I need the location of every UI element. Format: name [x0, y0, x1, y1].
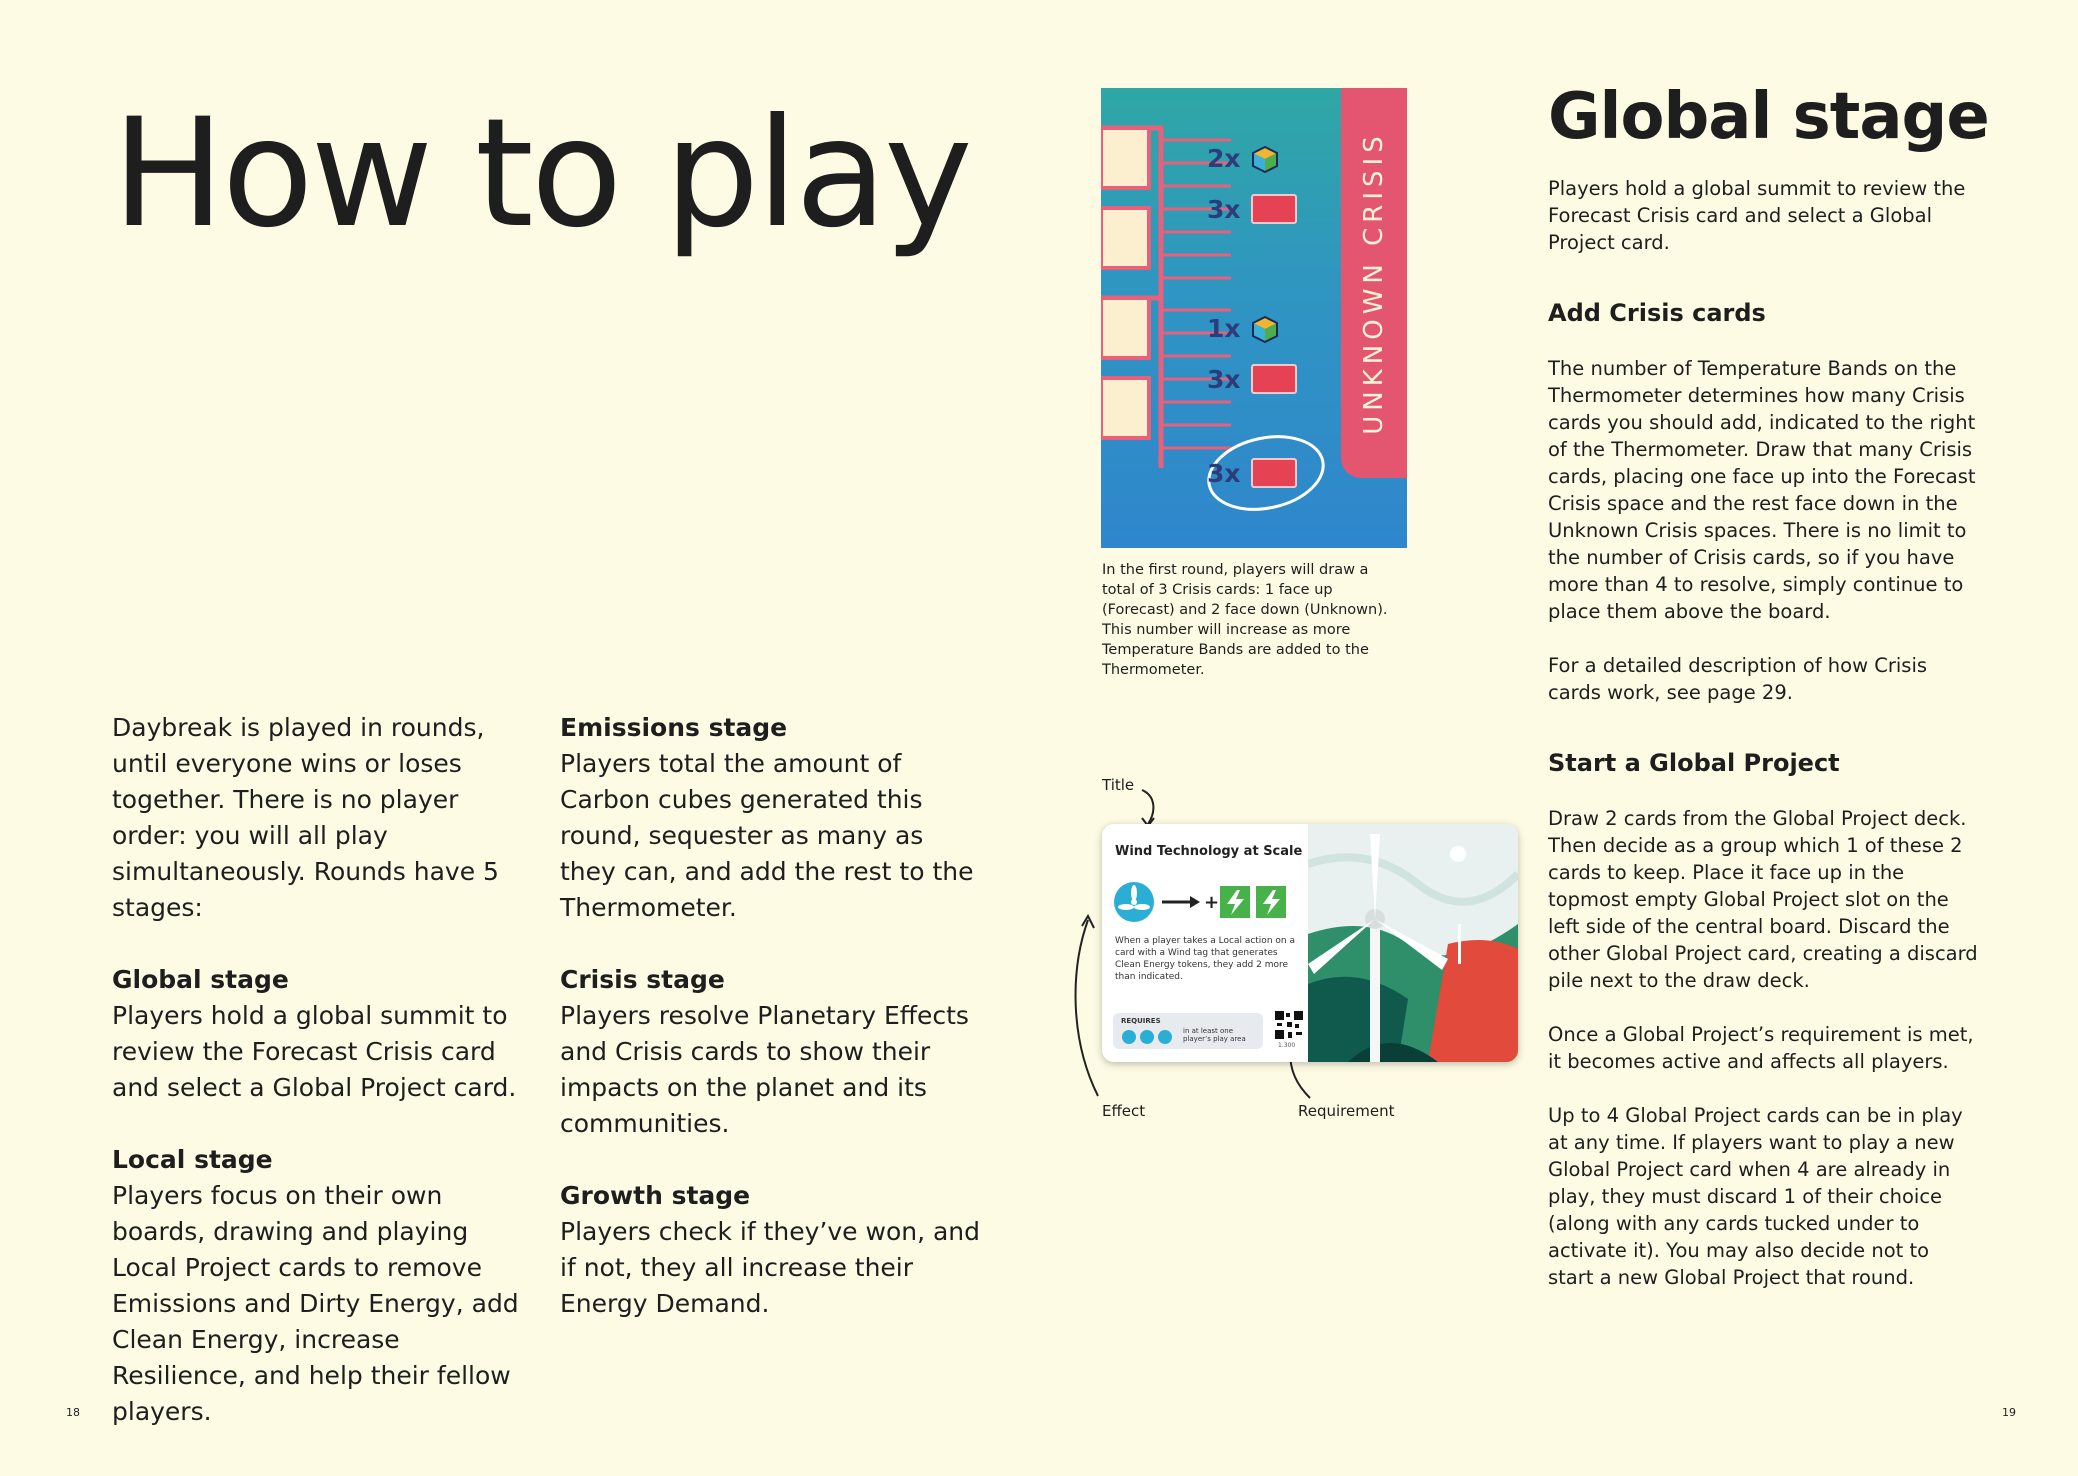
stage-global: [112, 962, 532, 1106]
stage-text: Players hold a global summit to review the Forecast Crisis card and select a Global Project card.: [112, 1001, 517, 1102]
left-column: [112, 710, 532, 1466]
stage-text: Players total the amount of Carbon cubes generated this round, sequester as many as they can, and add the rest to the Thermometer.: [560, 749, 974, 922]
section-heading-add-crisis: Add Crisis cards: [1548, 299, 1766, 327]
crisis-row: [1207, 314, 1279, 343]
section-paragraph: Up to 4 Global Project cards can be in play at any time. If players want to play a new Global Project card when 4 are already in play, they must discard 1 of their choice (along with any cards tucked under to activate it). You may also decide not to start a new Global Project that round.: [1548, 1104, 1963, 1289]
page-number-left: 18: [66, 1406, 80, 1419]
qr-code-icon: [1274, 1010, 1304, 1040]
global-stage-title: Global stage: [1548, 80, 1989, 154]
card-title: Wind Technology at Scale: [1115, 844, 1303, 859]
wind-turbine-illustration: [1308, 824, 1518, 1062]
stage-text: Players check if they’ve won, and if not, they all increase their Energy Demand.: [560, 1217, 981, 1318]
stage-heading: Emissions stage: [560, 713, 788, 742]
row-count: 2x: [1207, 144, 1241, 173]
wind-tag-icons: [1121, 1028, 1181, 1046]
intro-text: Daybreak is played in rounds, until everyone wins or loses together. There is no player order: you will all play simultaneously. Rounds have 5 stages:: [112, 713, 499, 922]
unknown-crisis-band: [1341, 88, 1407, 478]
callout-requirement: Requirement: [1298, 1102, 1395, 1120]
card-effect-text: When a player takes a Local action on a card with a Wind tag that generates Clean Energy tokens, they add 2 more than indicated.: [1115, 936, 1295, 982]
right-column: [1548, 175, 1978, 1318]
svg-text:+: +: [1204, 892, 1220, 913]
requires-text: in at least one player’s play area: [1183, 1027, 1246, 1043]
section-paragraph: Once a Global Project’s requirement is met, it becomes active and affects all players.: [1548, 1023, 1974, 1073]
callout-title: Title: [1102, 776, 1135, 794]
row-count: 3x: [1207, 364, 1241, 394]
page-number-right: 19: [2002, 1406, 2016, 1419]
card-code: 1.300: [1278, 1042, 1296, 1049]
stage-local: [112, 1142, 532, 1430]
row-count: 3x: [1207, 458, 1241, 488]
crisis-row: [1207, 458, 1297, 488]
middle-column: [560, 710, 980, 1358]
section-heading-global-project: Start a Global Project: [1548, 749, 1840, 777]
global-project-card: [1102, 824, 1518, 1062]
stage-heading: Global stage: [112, 965, 289, 994]
effect-icons: [1112, 880, 1302, 930]
stage-crisis: [560, 962, 980, 1142]
band-label: UNKNOWN CRISIS: [1359, 131, 1389, 435]
cube-icon: [1251, 315, 1279, 343]
callout-effect: Effect: [1102, 1102, 1146, 1120]
section-paragraph: For a detailed description of how Crisis cards work, see page 29.: [1548, 654, 1928, 704]
global-intro: Players hold a global summit to review the Forecast Crisis card and select a Global Project card.: [1548, 177, 1966, 254]
crisis-caption: In the first round, players will draw a total of 3 Crisis cards: 1 face up (Forecast) and 2 face down (Unknown). This number will increase as more Temperature Bands are added to the Thermometer.: [1102, 562, 1388, 678]
stage-growth: [560, 1178, 980, 1322]
stage-heading: Local stage: [112, 1145, 273, 1174]
section-paragraph: Draw 2 cards from the Global Project deck. Then decide as a group which 1 of these 2 cards to keep. Place it face up in the topmost empty Global Project slot on the left side of the central board. Discard the other Global Project card, creating a discard pile next to the draw deck.: [1548, 807, 1978, 992]
page-title: How to play: [112, 87, 970, 261]
crisis-row: [1207, 194, 1297, 224]
crisis-row: [1207, 364, 1297, 394]
stage-heading: Crisis stage: [560, 965, 725, 994]
stage-text: Players resolve Planetary Effects and Crisis cards to show their impacts on the planet and its communities.: [560, 1001, 969, 1138]
red-chip-icon: [1251, 458, 1297, 488]
crisis-board-illustration: [1101, 88, 1407, 548]
section-paragraph: The number of Temperature Bands on the Thermometer determines how many Crisis cards you should add, indicated to the right of the Thermometer. Draw that many Crisis cards, placing one face up into the Forecast Crisis space and the rest face down in the Unknown Crisis spaces. There is no limit to the number of Crisis cards, so if you have more than 4 to resolve, simply continue to place them above the board.: [1548, 357, 1976, 623]
cube-icon: [1251, 145, 1279, 173]
stage-emissions: [560, 710, 980, 926]
stage-heading: Growth stage: [560, 1181, 751, 1210]
stage-text: Players focus on their own boards, drawing and playing Local Project cards to remove Emissions and Dirty Energy, add Clean Energy, increase Resilience, and help their fellow players.: [112, 1181, 519, 1426]
requires-label: REQUIRES: [1121, 1017, 1161, 1025]
row-count: 3x: [1207, 194, 1241, 224]
crisis-row: [1207, 144, 1279, 173]
red-chip-icon: [1251, 364, 1297, 394]
row-count: 1x: [1207, 314, 1241, 343]
red-chip-icon: [1251, 194, 1297, 224]
card-requirement: [1113, 1013, 1263, 1049]
